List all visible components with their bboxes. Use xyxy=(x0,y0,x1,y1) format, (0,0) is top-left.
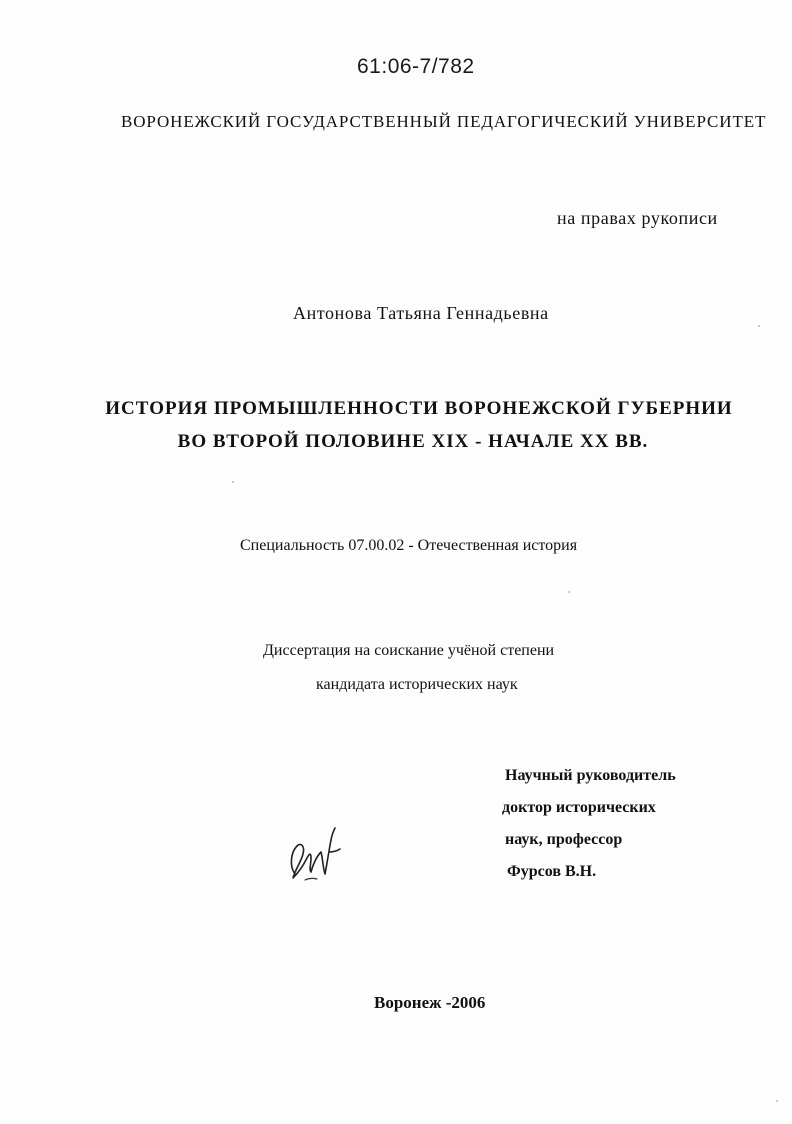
specialty-line: Специальность 07.00.02 - Отечественная история xyxy=(240,537,578,554)
advisor-degree-line-2: наук, профессор xyxy=(505,831,623,848)
advisor-degree-line-1: доктор исторических xyxy=(502,799,656,816)
scan-speck xyxy=(758,325,760,327)
catalog-number-stamp: 61:06-7/782 xyxy=(357,55,475,78)
scan-speck xyxy=(776,1100,778,1102)
manuscript-rights-note: на правах рукописи xyxy=(557,208,718,228)
dissertation-title-line-1: ИСТОРИЯ ПРОМЫШЛЕННОСТИ ВОРОНЕЖСКОЙ ГУБЕРНИИ xyxy=(105,398,733,419)
degree-sought-line-2: кандидата исторических наук xyxy=(316,676,518,693)
university-name: ВОРОНЕЖСКИЙ ГОСУДАРСТВЕННЫЙ ПЕДАГОГИЧЕСКИЙ УНИВЕРСИТЕТ xyxy=(121,112,767,131)
handwritten-signature xyxy=(285,822,347,886)
scan-speck xyxy=(232,481,234,483)
advisor-name: Фурсов В.Н. xyxy=(507,863,597,880)
author-name: Антонова Татьяна Геннадьевна xyxy=(293,303,549,323)
city-and-year: Воронеж -2006 xyxy=(374,993,486,1012)
scan-speck xyxy=(568,591,570,593)
degree-sought-line-1: Диссертация на соискание учёной степени xyxy=(263,642,555,659)
advisor-role: Научный руководитель xyxy=(505,767,676,784)
dissertation-title-line-2: ВО ВТОРОЙ ПОЛОВИНЕ XIX - НАЧАЛЕ XX ВВ. xyxy=(177,431,649,452)
